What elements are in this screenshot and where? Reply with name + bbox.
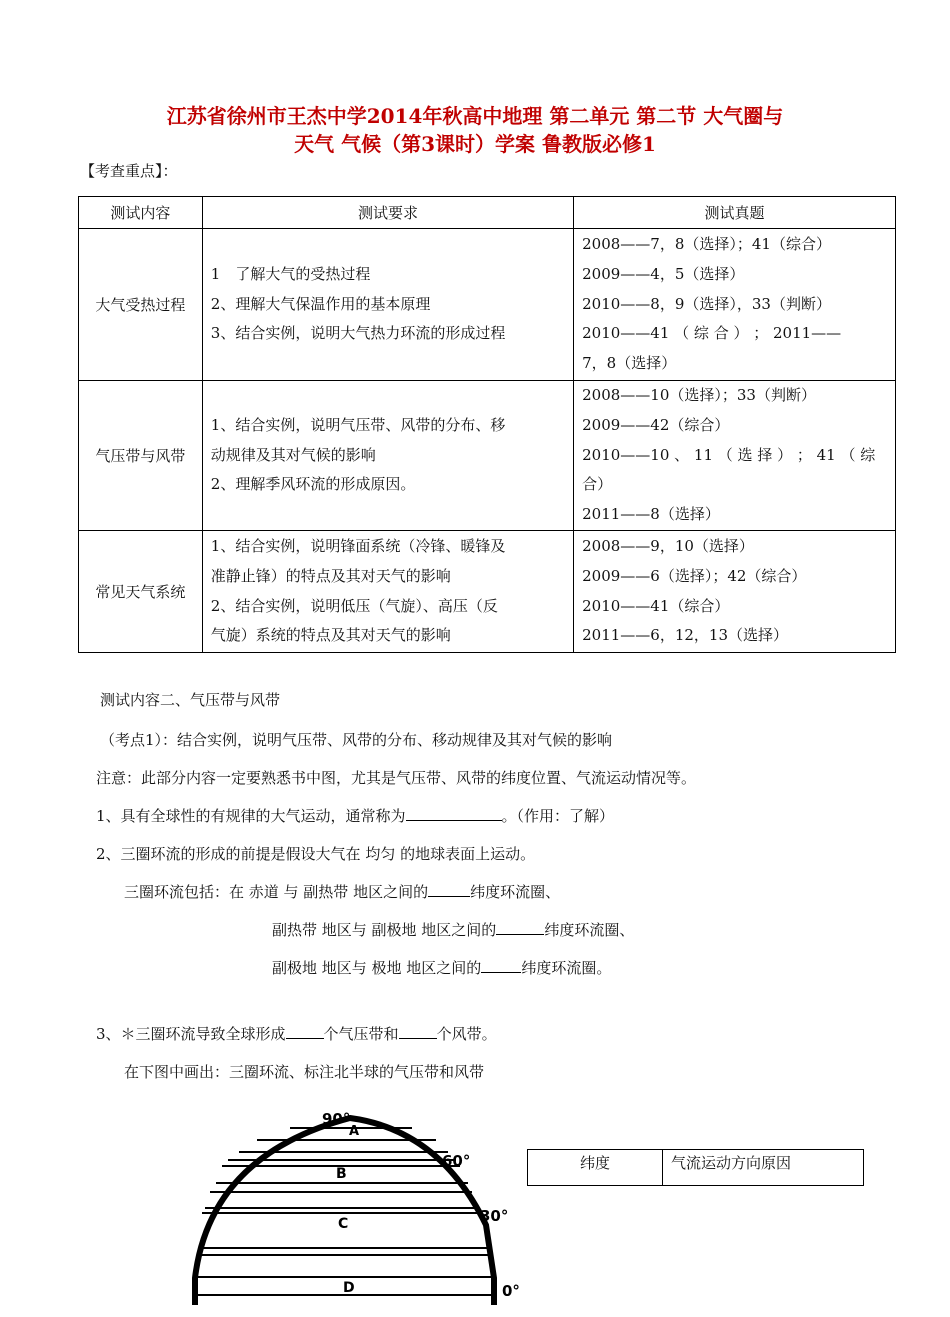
q1-note: 。（作用：了解）	[501, 807, 615, 825]
col-latitude: 纬度	[528, 1150, 663, 1186]
table-row	[79, 531, 896, 653]
header-content: 测试内容	[79, 197, 203, 229]
q2c-text: 副极地 地区与 极地 地区之间的	[272, 959, 482, 977]
requirement-line: 1、结合实例，说明气压带、风带的分布、移	[210, 415, 506, 434]
q1-text: 1、具有全球性的有规律的大气运动，通常称为	[96, 807, 406, 825]
zone-label-a: A	[349, 1124, 360, 1139]
q3-mid: 个气压带和	[323, 1025, 399, 1043]
lat-label-30: 30°	[480, 1207, 509, 1225]
row-requirements	[202, 381, 573, 531]
table-row	[79, 229, 896, 381]
question-line: 2010——41（综合）	[582, 596, 730, 615]
requirements-table	[78, 196, 896, 653]
requirement-line: 2、结合实例，说明低压（气旋）、高压（反	[210, 596, 498, 615]
zone-label-b: B	[336, 1166, 347, 1182]
table-row	[79, 381, 896, 531]
table-header-row	[79, 197, 896, 229]
requirement-line: 1、结合实例，说明锋面系统（冷锋、暖锋及	[210, 537, 506, 556]
question-line: 2010——8，9（选择），33（判断）	[582, 294, 831, 313]
row-requirements	[202, 229, 573, 381]
lat-label-90: 90°	[322, 1110, 351, 1128]
question-line: 2008——10（选择）；33（判断）	[582, 386, 816, 405]
requirement-line: 2、理解大气保温作用的基本原理	[210, 294, 431, 313]
header-questions: 测试真题	[574, 197, 896, 229]
question-line: 2008——9，10（选择）	[582, 537, 754, 556]
requirement-line: 动规律及其对气候的影响	[210, 445, 376, 464]
q3-tail: 个风带。	[436, 1025, 497, 1043]
section-heading: 测试内容二、气压带与风带	[100, 691, 281, 709]
q2b-tail: 纬度环流圈、	[544, 921, 635, 939]
row-content: 常见天气系统	[79, 531, 203, 653]
three-cell-circulation-diagram[interactable]	[150, 1100, 530, 1310]
exam-point: （考点1）：结合实例，说明气压带、风带的分布、移动规律及其对气候的影响	[100, 731, 613, 749]
zone-label-d: D	[343, 1280, 355, 1296]
key-points-label: 【考查重点】：	[80, 162, 178, 180]
answer-blank[interactable]	[481, 958, 521, 973]
title-line-2: 天气 气候（第3课时）学案 鲁教版必修1	[294, 132, 656, 156]
question-1	[96, 806, 614, 826]
title-line-1: 江苏省徐州市王杰中学2014年秋高中地理 第二单元 第二节 大气圈与	[166, 104, 784, 128]
col-airflow-reason: 气流运动方向原因	[663, 1150, 864, 1186]
row-content: 气压带与风带	[79, 381, 203, 531]
question-2b	[272, 920, 634, 940]
question-line: 2010——41 （ 综 合 ） ； 2011——	[582, 324, 842, 343]
q2b-text: 副热带 地区与 副极地 地区之间的	[272, 921, 497, 939]
question-line: 2009——4，5（选择）	[582, 264, 745, 283]
row-questions	[574, 381, 896, 531]
latitude-airflow-table	[527, 1149, 864, 1186]
question-line: 2011——6，12，13（选择）	[582, 626, 789, 645]
answer-blank[interactable]	[428, 882, 470, 897]
requirement-line: 气旋）系统的特点及其对天气的影响	[210, 626, 451, 645]
note-text: 注意：此部分内容一定要熟悉书中图，尤其是气压带、风带的纬度位置、气流运动情况等。	[96, 769, 697, 787]
row-questions	[574, 531, 896, 653]
question-line: 2009——42（综合）	[582, 415, 730, 434]
question-line: 2010——10 、 11 （ 选 择 ） ； 41 （ 综	[582, 445, 876, 464]
header-requirements: 测试要求	[202, 197, 573, 229]
table-row	[528, 1150, 864, 1186]
question-2: 2、三圈环流的形成的前提是假设大气在 均匀 的地球表面上运动。	[96, 845, 536, 863]
question-2a	[124, 882, 560, 902]
answer-blank[interactable]	[406, 806, 502, 821]
question-line: 2009——6（选择）；42（综合）	[582, 566, 807, 585]
zone-label-c: C	[338, 1216, 349, 1232]
q2a-tail: 纬度环流圈、	[470, 883, 561, 901]
lat-label-0: 0°	[502, 1282, 520, 1300]
row-requirements	[202, 531, 573, 653]
question-line: 7，8（选择）	[582, 354, 677, 373]
draw-instruction: 在下图中画出：三圈环流、标注北半球的气压带和风带	[124, 1063, 485, 1081]
requirement-line: 准静止锋）的特点及其对天气的影响	[210, 566, 451, 585]
question-2c	[272, 958, 611, 978]
answer-blank[interactable]	[399, 1024, 437, 1039]
q2c-tail: 纬度环流圈。	[521, 959, 612, 977]
row-questions	[574, 229, 896, 381]
question-line: 2011——8（选择）	[582, 505, 720, 524]
requirement-line: 3、结合实例，说明大气热力环流的形成过程	[210, 324, 506, 343]
requirement-line: 2、理解季风环流的形成原因。	[210, 475, 416, 494]
q2a-text: 三圈环流包括：在 赤道 与 副热带 地区之间的	[124, 883, 429, 901]
question-line: 合）	[582, 475, 613, 494]
question-line: 2008——7，8（选择）；41（综合）	[582, 235, 831, 254]
q3-text: 3、＊三圈环流导致全球形成	[96, 1025, 286, 1043]
lat-label-60: 60°	[442, 1152, 471, 1170]
answer-blank[interactable]	[496, 920, 544, 935]
question-3	[96, 1024, 497, 1044]
requirement-line: 1 了解大气的受热过程	[210, 264, 371, 283]
answer-blank[interactable]	[286, 1024, 324, 1039]
row-content: 大气受热过程	[79, 229, 203, 381]
